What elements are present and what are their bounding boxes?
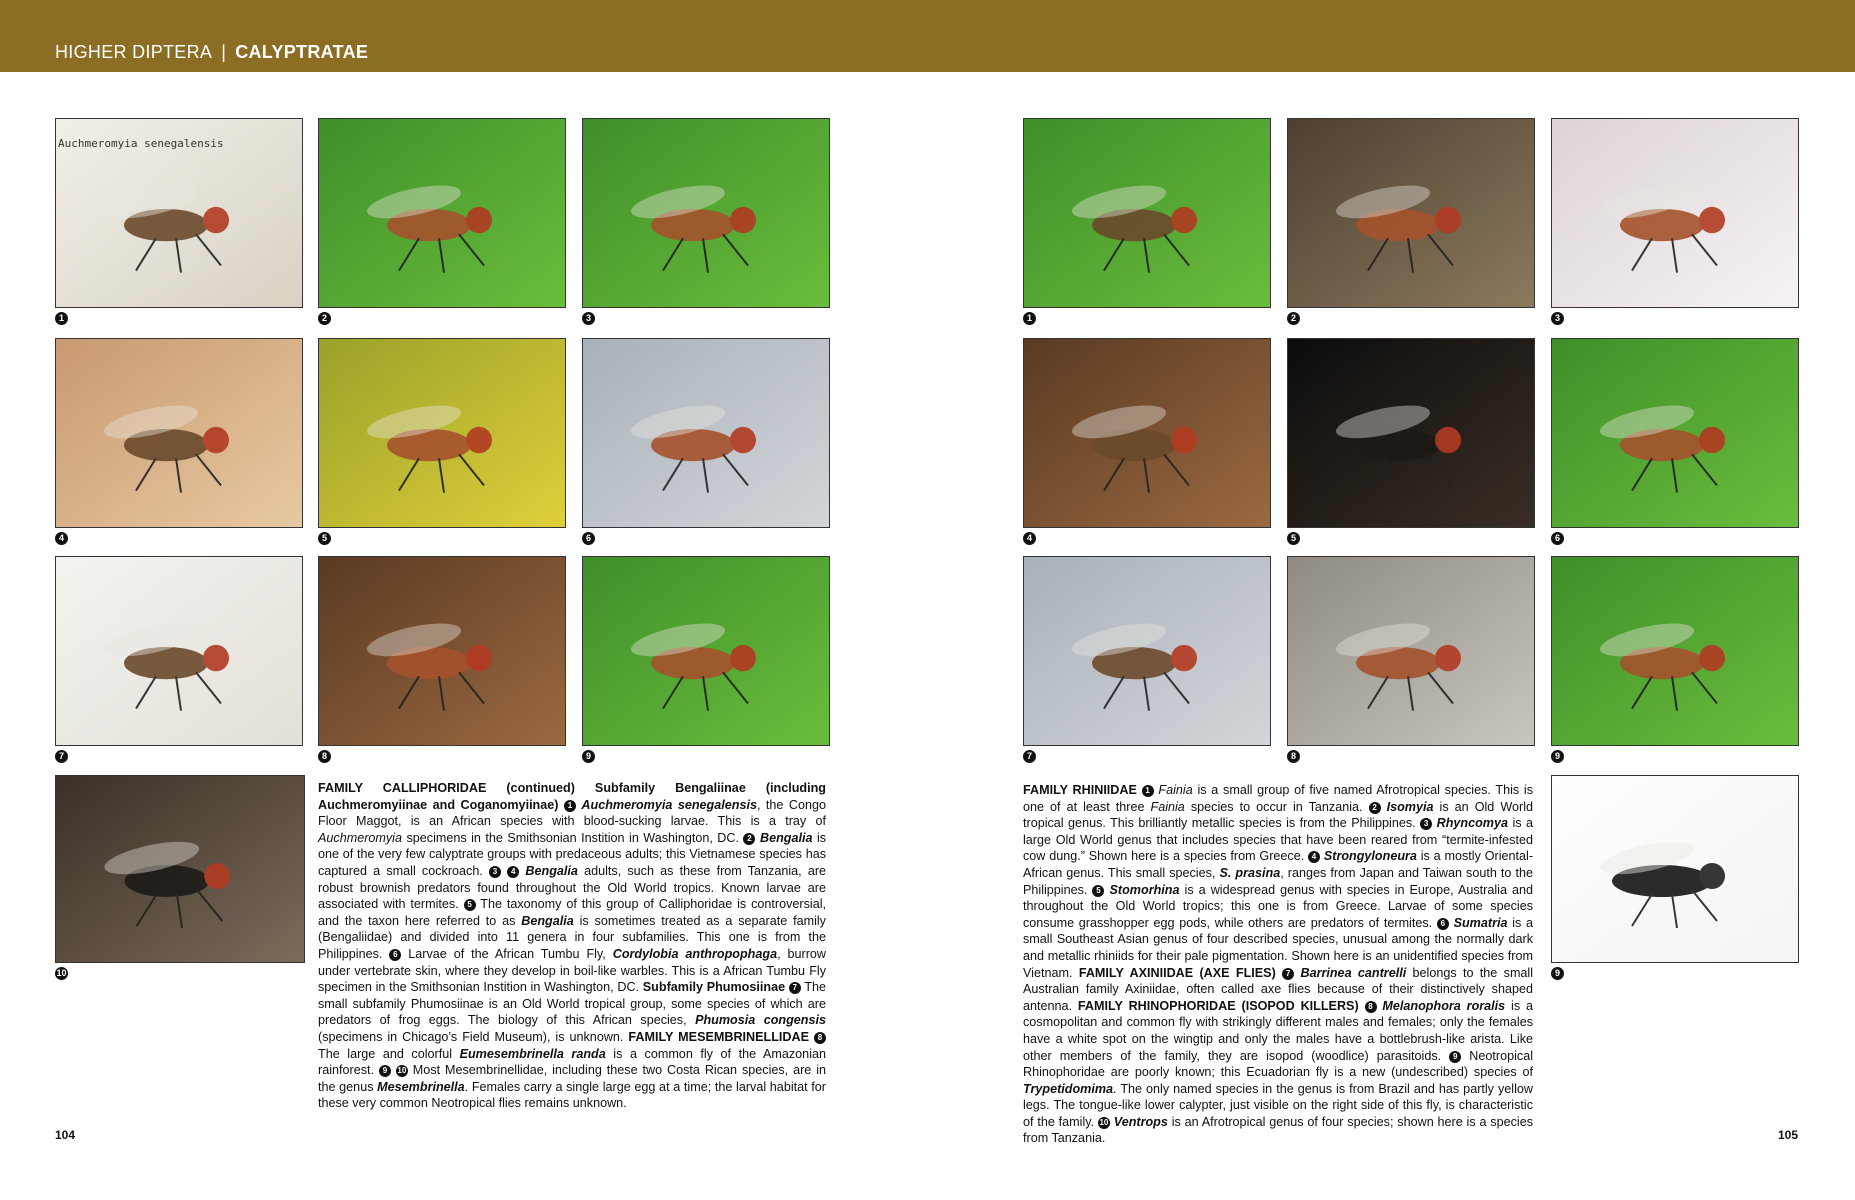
right-heading-rhiniidae: FAMILY RHINIIDAE xyxy=(1023,783,1137,797)
header-separator: | xyxy=(221,42,227,62)
right-body-text xyxy=(1023,782,1533,1147)
specimen-tray-label: Auchmeromyia senegalensis xyxy=(58,137,224,150)
ref-marker: 1 xyxy=(1142,785,1154,797)
body-fragment: is sometimes treated as a separate family (Bengaliidae) and divided into 11 genera in four subfamilies. This one is from the Philippines. xyxy=(318,913,826,961)
right-photo-9 xyxy=(1551,556,1799,746)
photo-image xyxy=(56,339,303,528)
body-fragment: The small subfamily Phumosiinae is an Old World tropical group, some species of which are predators of frog eggs. The biology of this African species, xyxy=(318,980,827,1028)
body-fragment: specimens in the Smithsonian Instition in Washington, DC. xyxy=(402,830,739,845)
photo-image xyxy=(583,119,830,308)
taxon-name: Strongyloneura xyxy=(1323,849,1417,864)
left-page-number: 104 xyxy=(55,1128,76,1142)
taxon-name: S. prasina xyxy=(1219,865,1281,880)
left-heading-phumosiinae: Subfamily Phumosiinae xyxy=(642,980,786,995)
ref-marker: 9 xyxy=(1449,1051,1461,1063)
taxon-name: Phumosia congensis xyxy=(695,1013,826,1028)
left-photo-number-4: 4 xyxy=(55,532,68,545)
taxon-name: Stomorhina xyxy=(1109,882,1180,897)
body-fragment: is a widespread genus with species in Europe, Australia and throughout the Old World tropics; this one is from Greece. Larvae of some species consume grasshopper egg pods, while others are predators of termites. xyxy=(1023,882,1534,930)
left-photo-number-2: 2 xyxy=(318,312,331,325)
photo-image xyxy=(583,339,830,528)
body-fragment: Neotropical Rhinophoridae are poorly known; this Ecuadorian fly is a new (undescribed) species of xyxy=(1023,1048,1534,1080)
left-photo-number-5: 5 xyxy=(318,532,331,545)
body-fragment: adults, such as these from Tanzania, are robust brownish predators found throughout the Old World tropics. Known larvae are associated with termites. xyxy=(318,863,827,912)
right-photo-5 xyxy=(1287,338,1535,528)
right-photo-number-3: 3 xyxy=(1551,312,1564,325)
left-photo-number-1: 1 xyxy=(55,312,68,325)
taxon-name: Barrinea cantrelli xyxy=(1300,965,1407,980)
ref-marker: 3 xyxy=(1420,818,1432,830)
photo-image xyxy=(319,557,566,746)
taxon-name: Eumesembrinella randa xyxy=(459,1046,606,1061)
right-photo-number-8: 8 xyxy=(1287,750,1300,763)
right-photo-10 xyxy=(1551,775,1799,963)
ref-marker: 6 xyxy=(1437,918,1449,930)
taxon-name: Auchmeromyia xyxy=(318,830,402,845)
right-photo-1 xyxy=(1023,118,1271,308)
right-heading-axiniidae: FAMILY AXINIIDAE (AXE FLIES) xyxy=(1078,965,1276,980)
body-fragment: is a large Old World genus that includes species that have been reared from “termite-infested cow dung.” Shown here is a species from Greece. xyxy=(1023,816,1534,864)
right-photo-4 xyxy=(1023,338,1271,528)
photo-image xyxy=(56,557,303,746)
photo-image xyxy=(1024,119,1271,308)
taxon-name: Fainia xyxy=(1150,799,1185,814)
running-header-title xyxy=(55,42,368,63)
ref-marker: 2 xyxy=(1369,802,1381,814)
right-photo-number-1: 1 xyxy=(1023,312,1036,325)
photo-image xyxy=(1288,339,1535,528)
body-fragment: , the Congo Floor Maggot, is an African species with blood-sucking larvae. This is a tray of xyxy=(318,797,827,829)
photo-image xyxy=(319,119,566,308)
taxon-name: Isomyia xyxy=(1386,799,1434,814)
body-fragment: is a common fly of the Amazonian rainforest. xyxy=(318,1046,826,1078)
photo-image xyxy=(1552,776,1799,963)
taxon-name: Bengalia xyxy=(521,913,574,928)
right-photo-8 xyxy=(1287,556,1535,746)
left-photo-number-7: 7 xyxy=(55,750,68,763)
photo-image xyxy=(1552,339,1799,528)
taxon-name: Sumatria xyxy=(1453,915,1508,930)
left-heading-calliphoridae: FAMILY CALLIPHORIDAE (continued) Subfamily Bengaliinae (including Auchmeromyiinae and Coganomyiinae) xyxy=(318,781,826,812)
taxon-name: Auchmeromyia senegalensis xyxy=(581,797,757,812)
left-photo-number-3: 3 xyxy=(582,312,595,325)
left-photo-4 xyxy=(55,338,303,528)
photo-image xyxy=(1024,557,1271,746)
right-photo-number-10: 9 xyxy=(1551,967,1564,980)
left-photo-2 xyxy=(318,118,566,308)
right-photo-number-9: 9 xyxy=(1551,750,1564,763)
right-photo-number-7: 7 xyxy=(1023,750,1036,763)
right-photo-number-5: 5 xyxy=(1287,532,1300,545)
body-fragment: , burrow under vertebrate skin, where they develop in boil-like warbles. This is a African Tumbu Fly specimen in the Smithsonian Instition in Washington, DC. xyxy=(318,946,826,995)
right-photo-2 xyxy=(1287,118,1535,308)
left-photo-7 xyxy=(55,556,303,746)
ref-marker: 4 xyxy=(1308,851,1320,863)
taxon-name: Ventrops xyxy=(1113,1114,1168,1129)
taxon-name: Trypetidomima xyxy=(1023,1081,1114,1096)
photo-image xyxy=(1552,119,1799,308)
body-fragment: is a cosmopolitan and common fly with strikingly different males and females; only the females have a white spot on the wingtip and only the males have a bottlebrush-like arista. Like other members of the family, they are isopod (woodlice) parasitoids. xyxy=(1023,998,1534,1063)
ref-marker: 7 xyxy=(789,982,801,994)
body-fragment: is a small Southeast Asian genus of four described species, unusual among the normally dark and metallic rhiniids for their pale pigmentation. Shown here is an unidentified species from Vietnam. xyxy=(1023,915,1534,980)
ref-marker: 8 xyxy=(1365,1001,1377,1013)
body-fragment: (specimens in Chicago’s Field Museum), is unknown. xyxy=(318,1029,624,1044)
body-fragment: . Females carry a single large egg at a time; the larval habitat for these very common Neotropical flies remains unknown. xyxy=(318,1079,826,1111)
ref-marker: 3 xyxy=(489,866,501,878)
ref-marker: 8 xyxy=(814,1032,826,1044)
ref-marker: 5 xyxy=(464,899,476,911)
photo-image xyxy=(319,339,566,528)
body-fragment: belongs to the small Australian family Axiniidae, often called axe flies because of their distinctively shaped antenna. xyxy=(1023,965,1534,1013)
body-fragment: is an Old World tropical genus. This brilliantly metallic species is from the Philippines. xyxy=(1023,799,1534,831)
photo-image xyxy=(1288,119,1535,308)
body-fragment: is an Afrotropical genus of four species; shown here is a species from Tanzania. xyxy=(1023,1114,1533,1146)
ref-marker: 7 xyxy=(1282,968,1294,980)
taxon-name: Melanophora roralis xyxy=(1382,998,1506,1013)
right-page-number: 105 xyxy=(1778,1128,1799,1142)
ref-marker: 1 xyxy=(564,800,576,812)
photo-image xyxy=(583,557,830,746)
body-fragment: species to occur in Tanzania. xyxy=(1184,799,1363,814)
left-photo-8 xyxy=(318,556,566,746)
body-fragment: is a small group of five named Afrotropical species. This is one of at least three xyxy=(1023,783,1534,814)
body-fragment: The large and colorful xyxy=(318,1046,460,1061)
taxon-name: Cordylobia anthropophaga xyxy=(612,946,778,961)
left-photo-number-8: 8 xyxy=(318,750,331,763)
body-fragment: , ranges from Japan and Taiwan south to the Philippines. xyxy=(1023,865,1533,897)
body-fragment: Larvae of the African Tumbu Fly, xyxy=(401,946,613,961)
left-photo-10 xyxy=(55,775,305,963)
left-photo-number-10: 10 xyxy=(56,968,67,978)
right-photo-number-2: 2 xyxy=(1287,312,1300,325)
taxon-name: Rhyncomya xyxy=(1436,816,1508,831)
ref-marker: 10 xyxy=(397,1066,407,1076)
ref-marker: 2 xyxy=(743,833,755,845)
left-body-text-top xyxy=(318,780,826,1112)
photo-image xyxy=(1288,557,1535,746)
right-heading-rhinophoridae: FAMILY RHINOPHORIDAE (ISOPOD KILLERS) xyxy=(1077,998,1359,1013)
right-photo-number-4: 4 xyxy=(1023,532,1036,545)
left-photo-9 xyxy=(582,556,830,746)
right-photo-7 xyxy=(1023,556,1271,746)
photo-image xyxy=(1024,339,1271,528)
ref-marker: 6 xyxy=(389,949,401,961)
body-fragment: The taxonomy of this group of Calliphoridae is controversial, and the taxon here referred to as xyxy=(318,897,827,928)
left-photo-5 xyxy=(318,338,566,528)
ref-marker: 9 xyxy=(379,1065,391,1077)
right-photo-3 xyxy=(1551,118,1799,308)
right-photo-number-6: 6 xyxy=(1551,532,1564,545)
ref-marker: 10 xyxy=(1099,1117,1109,1127)
running-header xyxy=(0,0,1855,72)
taxon-name: Bengalia xyxy=(525,863,578,878)
left-photo-1 xyxy=(55,118,303,308)
body-fragment: is a mostly Oriental-African genus. This small species, xyxy=(1023,849,1534,880)
left-heading-mesembrinellidae: FAMILY MESEMBRINELLIDAE xyxy=(628,1029,810,1044)
left-photo-number-6: 6 xyxy=(582,532,595,545)
right-photo-6 xyxy=(1551,338,1799,528)
taxon-name: Fainia xyxy=(1158,783,1193,797)
left-photo-6 xyxy=(582,338,830,528)
ref-marker: 5 xyxy=(1092,885,1104,897)
body-fragment: . The only named species in the genus is from Brazil and has partly yellow legs. The tongue-like lower calypter, just visible on the right side of this fly, is characteristic of the family. xyxy=(1023,1081,1533,1129)
photo-image xyxy=(56,776,305,963)
body-fragment: is one of the very few calyptrate groups with predaceous adults; this Vietnamese species has captured a small cockroach. xyxy=(318,830,827,878)
body-fragment: Most Mesembrinellidae, including these two Costa Rican species, are in the genus xyxy=(318,1063,827,1094)
subsection-label: CALYPTRATAE xyxy=(235,42,369,62)
photo-image xyxy=(1552,557,1799,746)
taxon-name: Mesembrinella xyxy=(377,1079,465,1094)
ref-marker: 4 xyxy=(507,866,519,878)
left-photo-3 xyxy=(582,118,830,308)
section-label: HIGHER DIPTERA xyxy=(55,42,213,62)
taxon-name: Bengalia xyxy=(759,830,813,845)
left-photo-number-9: 9 xyxy=(582,750,595,763)
